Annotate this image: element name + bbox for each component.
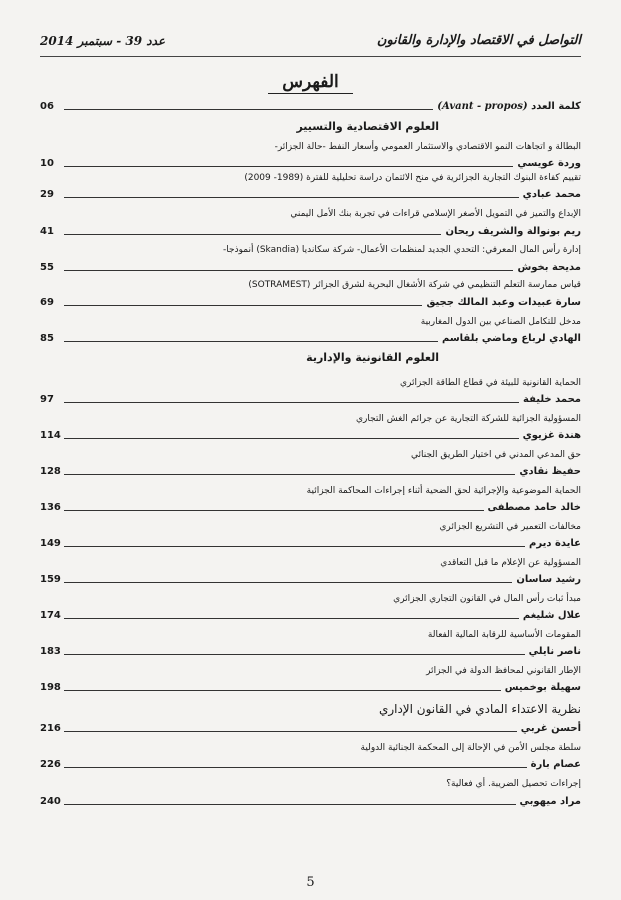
article-title: الحماية الموضوعية والإجرائية لحق الضحية أثناء إجراءات المحاكمة الجزائية [306,486,581,496]
author-line [40,758,581,772]
author-line [40,393,581,407]
author-line [40,188,581,202]
author-line [40,157,581,171]
author-name: الهادي لرباع وماضي بلقاسم [438,332,581,346]
article-title: مبدأ ثبات رأس المال في القانون التجاري الجزائري [393,594,581,604]
page-ref: 226 [40,759,61,770]
article-title: المسؤولية الجزائية للشركة التجارية عن جرائم الغش التجاري [355,414,581,424]
author-line [40,332,581,346]
section-heading: العلوم القانونية والإدارية [306,351,439,364]
page-ref: 159 [40,574,61,585]
author-name: ناصر نايلي [525,645,581,659]
page-ref: 183 [40,646,61,657]
page-ref: 85 [40,333,54,344]
author-name: سهيلة بوخميس [501,681,581,695]
article-title: البطالة و اتجاهات النمو الاقتصادي والاستثمار العمومي وأسعار النفط -حالة الجزائر- [274,142,581,152]
leader-line [64,438,581,439]
toc-title [0,72,621,92]
page-ref: 240 [40,796,61,807]
author-line [40,465,581,479]
running-header [40,30,581,57]
author-name: ريم بونوالة والشريف ريحان [441,225,581,239]
author-name: وردة عويسي [513,157,581,171]
page-ref: 97 [40,394,54,405]
article-title: نظرية الاعتداء المادي في القانون الإداري [378,702,581,716]
author-name: مراد ميهوبي [516,795,581,809]
leader-line [64,767,581,768]
author-name: خالد حامد مصطفى [484,501,582,515]
author-name: عصام بارة [527,758,581,772]
author-name: هندة غزيوي [519,429,581,443]
leader-line [64,474,581,475]
leader-line [64,270,581,271]
article-title: قياس ممارسة التعلم التنظيمي في شركة الأشغال البحرية لشرق الجزائر (SOTRAMEST) [248,280,581,290]
page-ref: 149 [40,538,61,549]
page-ref: 29 [40,189,54,200]
author-name: عايدة ديرم [525,537,581,551]
author-line [40,609,581,623]
page-ref: 128 [40,466,61,477]
article-title: تقييم كفاءة البنوك التجارية الجزائرية في منح الائتمان دراسة تحليلية للفترة (1989- 2009) [244,173,581,183]
page-ref: 114 [40,430,61,441]
author-line [40,225,581,239]
author-line [40,681,581,695]
author-name: أحسن غربي [517,722,581,736]
author-name: مديحة بخوش [513,261,581,275]
page-footer [0,875,621,890]
page-ref: 41 [40,226,54,237]
page-ref: 06 [40,101,54,112]
author-name: محمد خليفة [519,393,581,407]
article-title: إدارة رأس المال المعرفي: التحدي الجديد لمنظمات الأعمال- شركة سكانديا (Skandia) أنموذجا- [223,245,581,255]
leader-line [64,582,581,583]
author-line [40,795,581,809]
journal-title: التواصل في الاقتصاد والإدارة والقانون [376,33,581,48]
author-name: حفيظ نقادي [515,465,581,479]
page-ref: 10 [40,158,54,169]
author-name: كلمة العدد (Avant - propos) [433,100,581,114]
leader-line [64,402,581,403]
author-name: سارة عبيدات وعبد المالك ججيق [422,296,581,310]
page-ref: 136 [40,502,61,513]
section-heading: العلوم الاقتصادية والتسيير [296,120,439,133]
article-title: إجراءات تحصيل الضريبة. أي فعالية؟ [446,779,581,789]
page-ref: 216 [40,723,61,734]
author-name: علال شليغم [519,609,581,623]
author-name: رشيد ساسان [512,573,581,587]
issue-info: عدد 39 - سبتمبر 2014 [40,34,166,48]
article-title: الإطار القانوني لمحافظ الدولة في الجزائر [426,666,581,676]
author-line [40,429,581,443]
page-ref: 69 [40,297,54,308]
author-line [40,537,581,551]
leader-line [64,546,581,547]
leader-line [64,166,581,167]
leader-line [64,731,581,732]
leader-line [64,654,581,655]
leader-line [64,197,581,198]
article-title: سلطة مجلس الأمن في الإحالة إلى المحكمة الجنائية الدولية [360,743,581,753]
article-title: المسؤولية عن الإعلام ما قبل التعاقدي [440,558,581,568]
author-name: محمد عبادي [519,188,581,202]
article-title: مدخل للتكامل الصناعي بين الدول المغاربية [420,317,581,327]
latin-label: (Avant - propos) [437,101,532,112]
article-title: مخالفات التعمير في التشريع الجزائري [439,522,581,532]
article-title: الإبداع والتميز في التمويل الأصغر الإسلامي قراءات في تجربة بنك الأمل اليمني [290,209,581,219]
article-title: المقومات الأساسية للرقابة المالية الفعالة [427,630,581,640]
author-line [40,573,581,587]
toc-heading: الفهرس [268,72,352,94]
leader-line [64,618,581,619]
article-title: الحماية القانونية للبيئة في قطاع الطاقة الجزائري [399,378,581,388]
author-line [40,296,581,310]
author-line [40,261,581,275]
page-ref: 198 [40,682,61,693]
page-ref: 174 [40,610,61,621]
article-title: حق المدعي المدني في اختيار الطريق الجنائي [411,450,581,460]
author-line [40,100,581,114]
author-line [40,722,581,736]
author-line [40,501,581,515]
page-ref: 55 [40,262,54,273]
author-line [40,645,581,659]
page-number: 5 [306,875,315,890]
leader-line [64,804,581,805]
